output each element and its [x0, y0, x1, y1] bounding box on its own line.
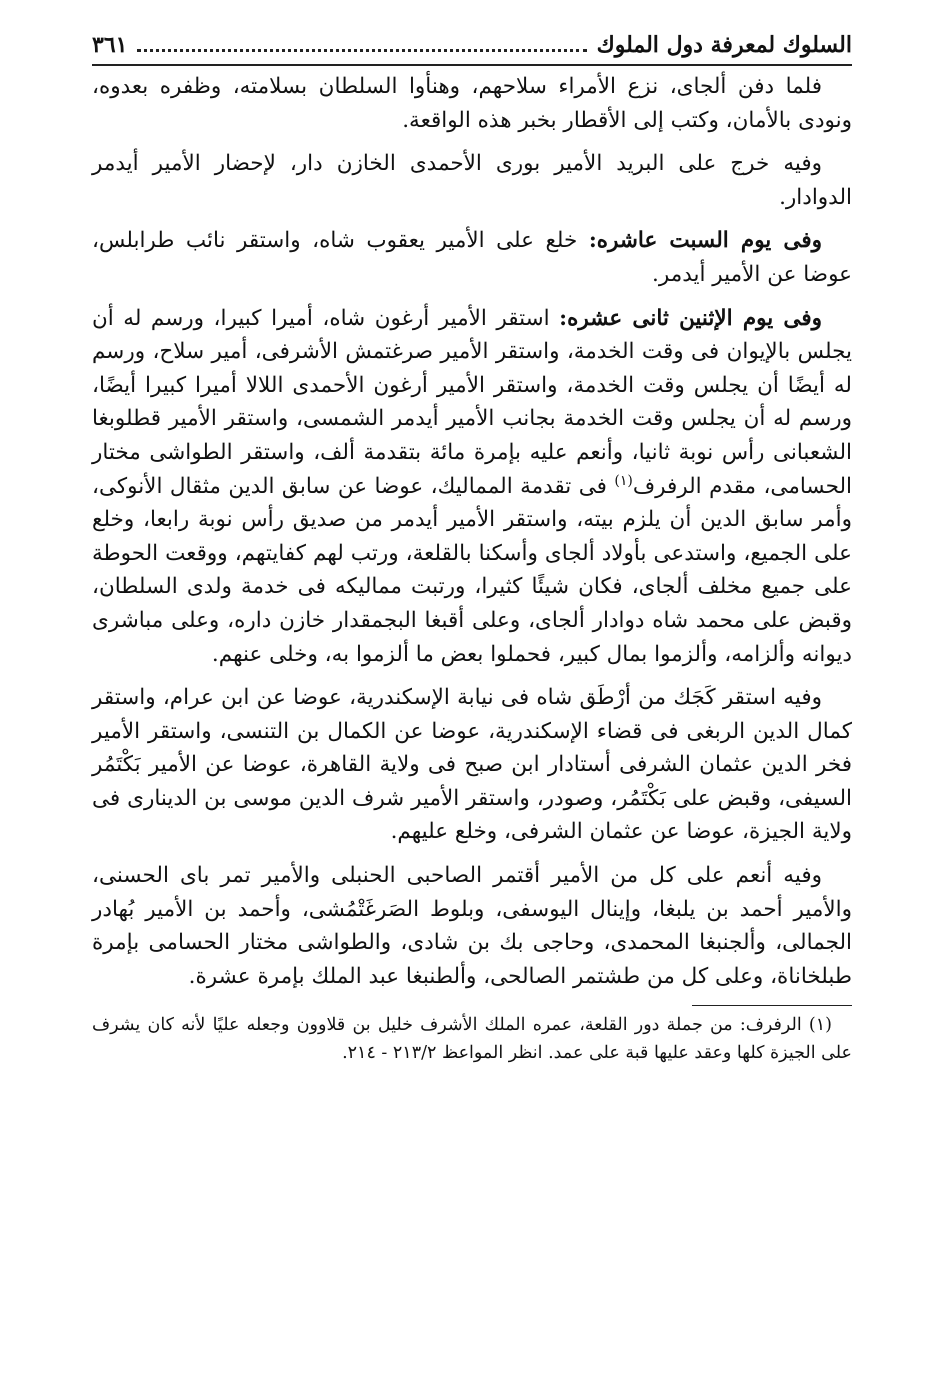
paragraph-text: استقر الأمير أرغون شاه، أميرا كبيرا، ورسم له أن يجلس بالإيوان فى وقت الخدمة، واستقر الأمير صرغتمش الأشرفى، أمير سلاح، ورسم له أيضًا أن يجلس وقت الخدمة، واستقر الأمير أرغون الأحمدى اللالا أميرا كبيرا أيضًا، ورسم له أن يجلس وقت الخدمة بجانب الأمير أيدمر الشمسى، واستقر الأمير قطلوبغا الشعبانى رأس نوبة ثانيا، وأنعم عليه بإمرة مائة بتقدمة ألف، واستقر الطواشى مختار الحسامى، مقدم الرفرف	[92, 305, 853, 499]
footnote-reference[interactable]: (١)	[614, 472, 633, 489]
paragraph-6	[92, 859, 852, 993]
paragraph-3	[92, 224, 852, 291]
paragraph-2	[92, 147, 852, 214]
paragraph-1	[92, 70, 852, 137]
main-text	[92, 70, 852, 993]
running-header	[92, 28, 852, 66]
paragraph-text-continued: فى تقدمة المماليك، عوضا عن سابق الدين مثقال الأنوكى، وأمر سابق الدين أن يلزم بيته، واستقر الأمير أيدمر من صديق رأس نوبة رابعا، وخلع على الجميع، واستدعى بأولاد ألجاى وأسكنا بالقلعة، ورتب لهم كفايتهم، ووقعت الحوطة على جميع مخلف ألجاى، فكان شيئًا كثيرا، ورتبت مماليكه فى خدمة ولدى السلطان، وقبض على محمد شاه دوادار ألجاى، وعلى أقبغا البجمقدار خازن داره، وعلى مباشرى ديوانه وألزامه، وألزموا بمال كبير، فحملوا بعض ما ألزموا به، وخلى عنهم.	[92, 473, 852, 667]
paragraph-text: وفيه استقر كَجَك من أرْطَق شاه فى نيابة الإسكندرية، عوضا عن ابن عرام، واستقر كمال الدين الربغى فى قضاء الإسكندرية، عوضا عن الكمال بن التنسى، واستقر الأمير فخر الدين عثمان الشرفى أستادار ابن صبح فى ولاية القاهرة، عوضا عن الأمير بَكْتَمُر السيفى، وقبض على بَكْتَمُر، وصودر، واستقر الأمير شرف الدين موسى بن الدينارى فى ولاية الجيزة، عوضا عن عثمان الشرفى، وخلع عليهم.	[92, 685, 852, 845]
paragraph-text: وفيه خرج على البريد الأمير بورى الأحمدى الخازن دار، لإحضار الأمير أيدمر الدوادار.	[92, 151, 852, 210]
footnote-1: (١) الرفرف: من جملة دور القلعة، عمره الملك الأشرف خليل بن قلاوون وجعله عليًا لأنه كان يشرف على الجيزة كلها وعقد عليها قبة على عمد. انظر المواعظ ٢١٣/٢ - ٢١٤.	[92, 1015, 852, 1063]
paragraph-text: وفيه أنعم على كل من الأمير أقتمر الصاحبى الحنبلى والأمير تمر باى الحسنى، والأمير أحمد بن يلبغا، وإينال اليوسفى، وبلوط الصَرغَتْمُشى، وأحمد بن الأمير بُهادر الجمالى، وألجنبغا المحمدى، وحاجى بك بن شادى، والطواشى مختار الحسامى بإمرة طبلخاناة، وعلى كل من طشتمر الصالحى، وألطنبغا عبد الملك بإمرة عشرة.	[92, 863, 852, 989]
book-page	[92, 28, 852, 1067]
running-title: السلوك لمعرفة دول الملوك	[596, 32, 852, 58]
footnotes	[92, 1012, 852, 1067]
paragraph-lead: وفى يوم الإثنين ثانى عشره:	[559, 305, 822, 331]
paragraph-text: فلما دفن ألجاى، نزع الأمراء سلاحهم، وهنأوا السلطان بسلامته، وظفره بعدوه، ونودى بالأمان، وكتب إلى الأقطار بخبر هذه الواقعة.	[92, 74, 852, 133]
paragraph-lead: وفى يوم السبت عاشره:	[588, 228, 823, 254]
paragraph-text: خلع على الأمير يعقوب شاه، واستقر نائب طرابلس، عوضا عن الأمير أيدمر.	[92, 228, 852, 287]
paragraph-5	[92, 681, 852, 849]
paragraph-4	[92, 302, 852, 672]
page-number: ٣٦١	[92, 32, 128, 58]
leader-dots	[137, 49, 586, 52]
footnote-divider	[692, 1005, 852, 1006]
